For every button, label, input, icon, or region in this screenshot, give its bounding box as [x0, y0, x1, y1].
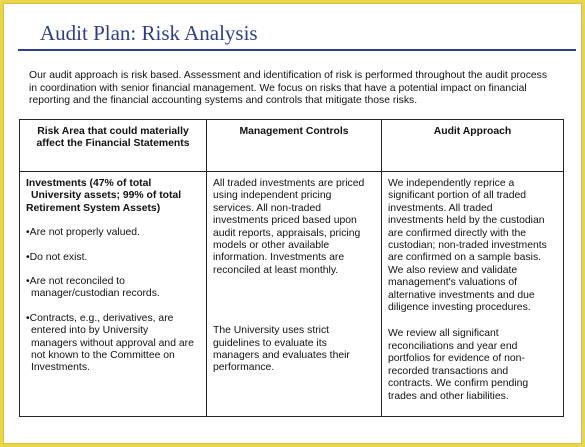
intro-line: reporting and the financial accounting systems and controls that mitigate those risks. — [29, 95, 418, 107]
controls-line: using independent pricing — [213, 190, 332, 202]
risk-bullet-cont: not known to the Committee on — [31, 350, 175, 362]
controls-line: guidelines to evaluate its — [213, 337, 327, 349]
header-line: Audit Approach — [433, 126, 512, 137]
risk-area-cell — [20, 172, 207, 417]
approach-line: investments held by the custodian — [388, 215, 545, 227]
approach-line: alternative investments and due — [388, 289, 535, 301]
management-controls-cell — [207, 172, 382, 417]
risk-bullet: •Are not reconciled to — [26, 276, 125, 288]
approach-line: We also review and validate — [388, 264, 518, 276]
controls-line: models or other available — [213, 240, 330, 252]
approach-line: custodian; non-traded investments — [388, 240, 547, 252]
audit-approach-cell — [382, 172, 564, 417]
controls-line: reconciled at least monthly. — [213, 264, 339, 276]
risk-bullet-cont: managers without approval and are — [31, 337, 194, 349]
approach-line: We independently reprice a — [388, 178, 515, 189]
controls-line: The University uses strict — [213, 325, 330, 337]
page-title: Audit Plan: Risk Analysis — [40, 21, 258, 45]
intro-line: in coordination with senior financial management. We focus on risks that have a potential impact on financial — [29, 82, 527, 94]
controls-line: audit reports, appraisals, pricing — [213, 227, 361, 239]
header-line: Risk Area that could materially — [37, 126, 189, 137]
controls-line: services. All non-traded — [213, 202, 322, 214]
risk-heading-line: Investments (47% of total — [26, 178, 152, 189]
title-underline — [18, 49, 576, 51]
approach-line: management's valuations of — [388, 277, 518, 289]
approach-line: recorded transactions and — [388, 365, 509, 377]
header-management-controls — [207, 120, 382, 172]
risk-bullet-cont: manager/custodian records. — [31, 288, 160, 300]
risk-bullet-cont: entered into by University — [31, 325, 149, 337]
risk-heading-line: Retirement System Assets) — [26, 202, 161, 214]
risk-bullet: •Do not exist. — [26, 251, 88, 263]
controls-line: investments priced based upon — [213, 215, 357, 227]
intro-line: Our audit approach is risk based. Assessment and identification of risk is performed throughout the audit process — [29, 70, 548, 81]
approach-line: diligence investing procedures. — [388, 302, 531, 314]
approach-line: investments. All traded — [388, 202, 493, 214]
approach-line: portfolios for evidence of non- — [388, 353, 525, 365]
risk-heading-line: University assets; 99% of total — [31, 190, 182, 202]
controls-line: All traded investments are priced — [213, 178, 365, 189]
header-audit-approach — [382, 120, 564, 172]
header-line: Management Controls — [239, 126, 349, 137]
approach-line: contracts. We confirm pending — [388, 378, 529, 390]
approach-line: significant portion of all traded — [388, 190, 527, 202]
approach-line: reconciliations and year end — [388, 340, 518, 352]
risk-bullet: •Contracts, e.g., derivatives, are — [26, 312, 174, 324]
controls-line: managers and evaluates their — [213, 350, 350, 362]
controls-line: performance. — [213, 362, 275, 374]
approach-line: are confirmed directly with the — [388, 227, 527, 239]
risk-bullet-cont: Investments. — [31, 362, 90, 374]
risk-bullet: •Are not properly valued. — [26, 227, 140, 239]
approach-line: We review all significant — [388, 328, 499, 340]
approach-line: trades and other liabilities. — [388, 390, 509, 402]
table-header-row — [20, 120, 564, 172]
controls-line: information. Investments are — [213, 252, 345, 264]
header-risk-area — [20, 120, 207, 172]
header-line: affect the Financial Statements — [36, 138, 190, 150]
approach-line: are confirmed on a sample basis. — [388, 252, 542, 264]
table-row — [20, 172, 564, 417]
intro-paragraph — [29, 70, 567, 108]
risk-analysis-table — [19, 119, 564, 417]
